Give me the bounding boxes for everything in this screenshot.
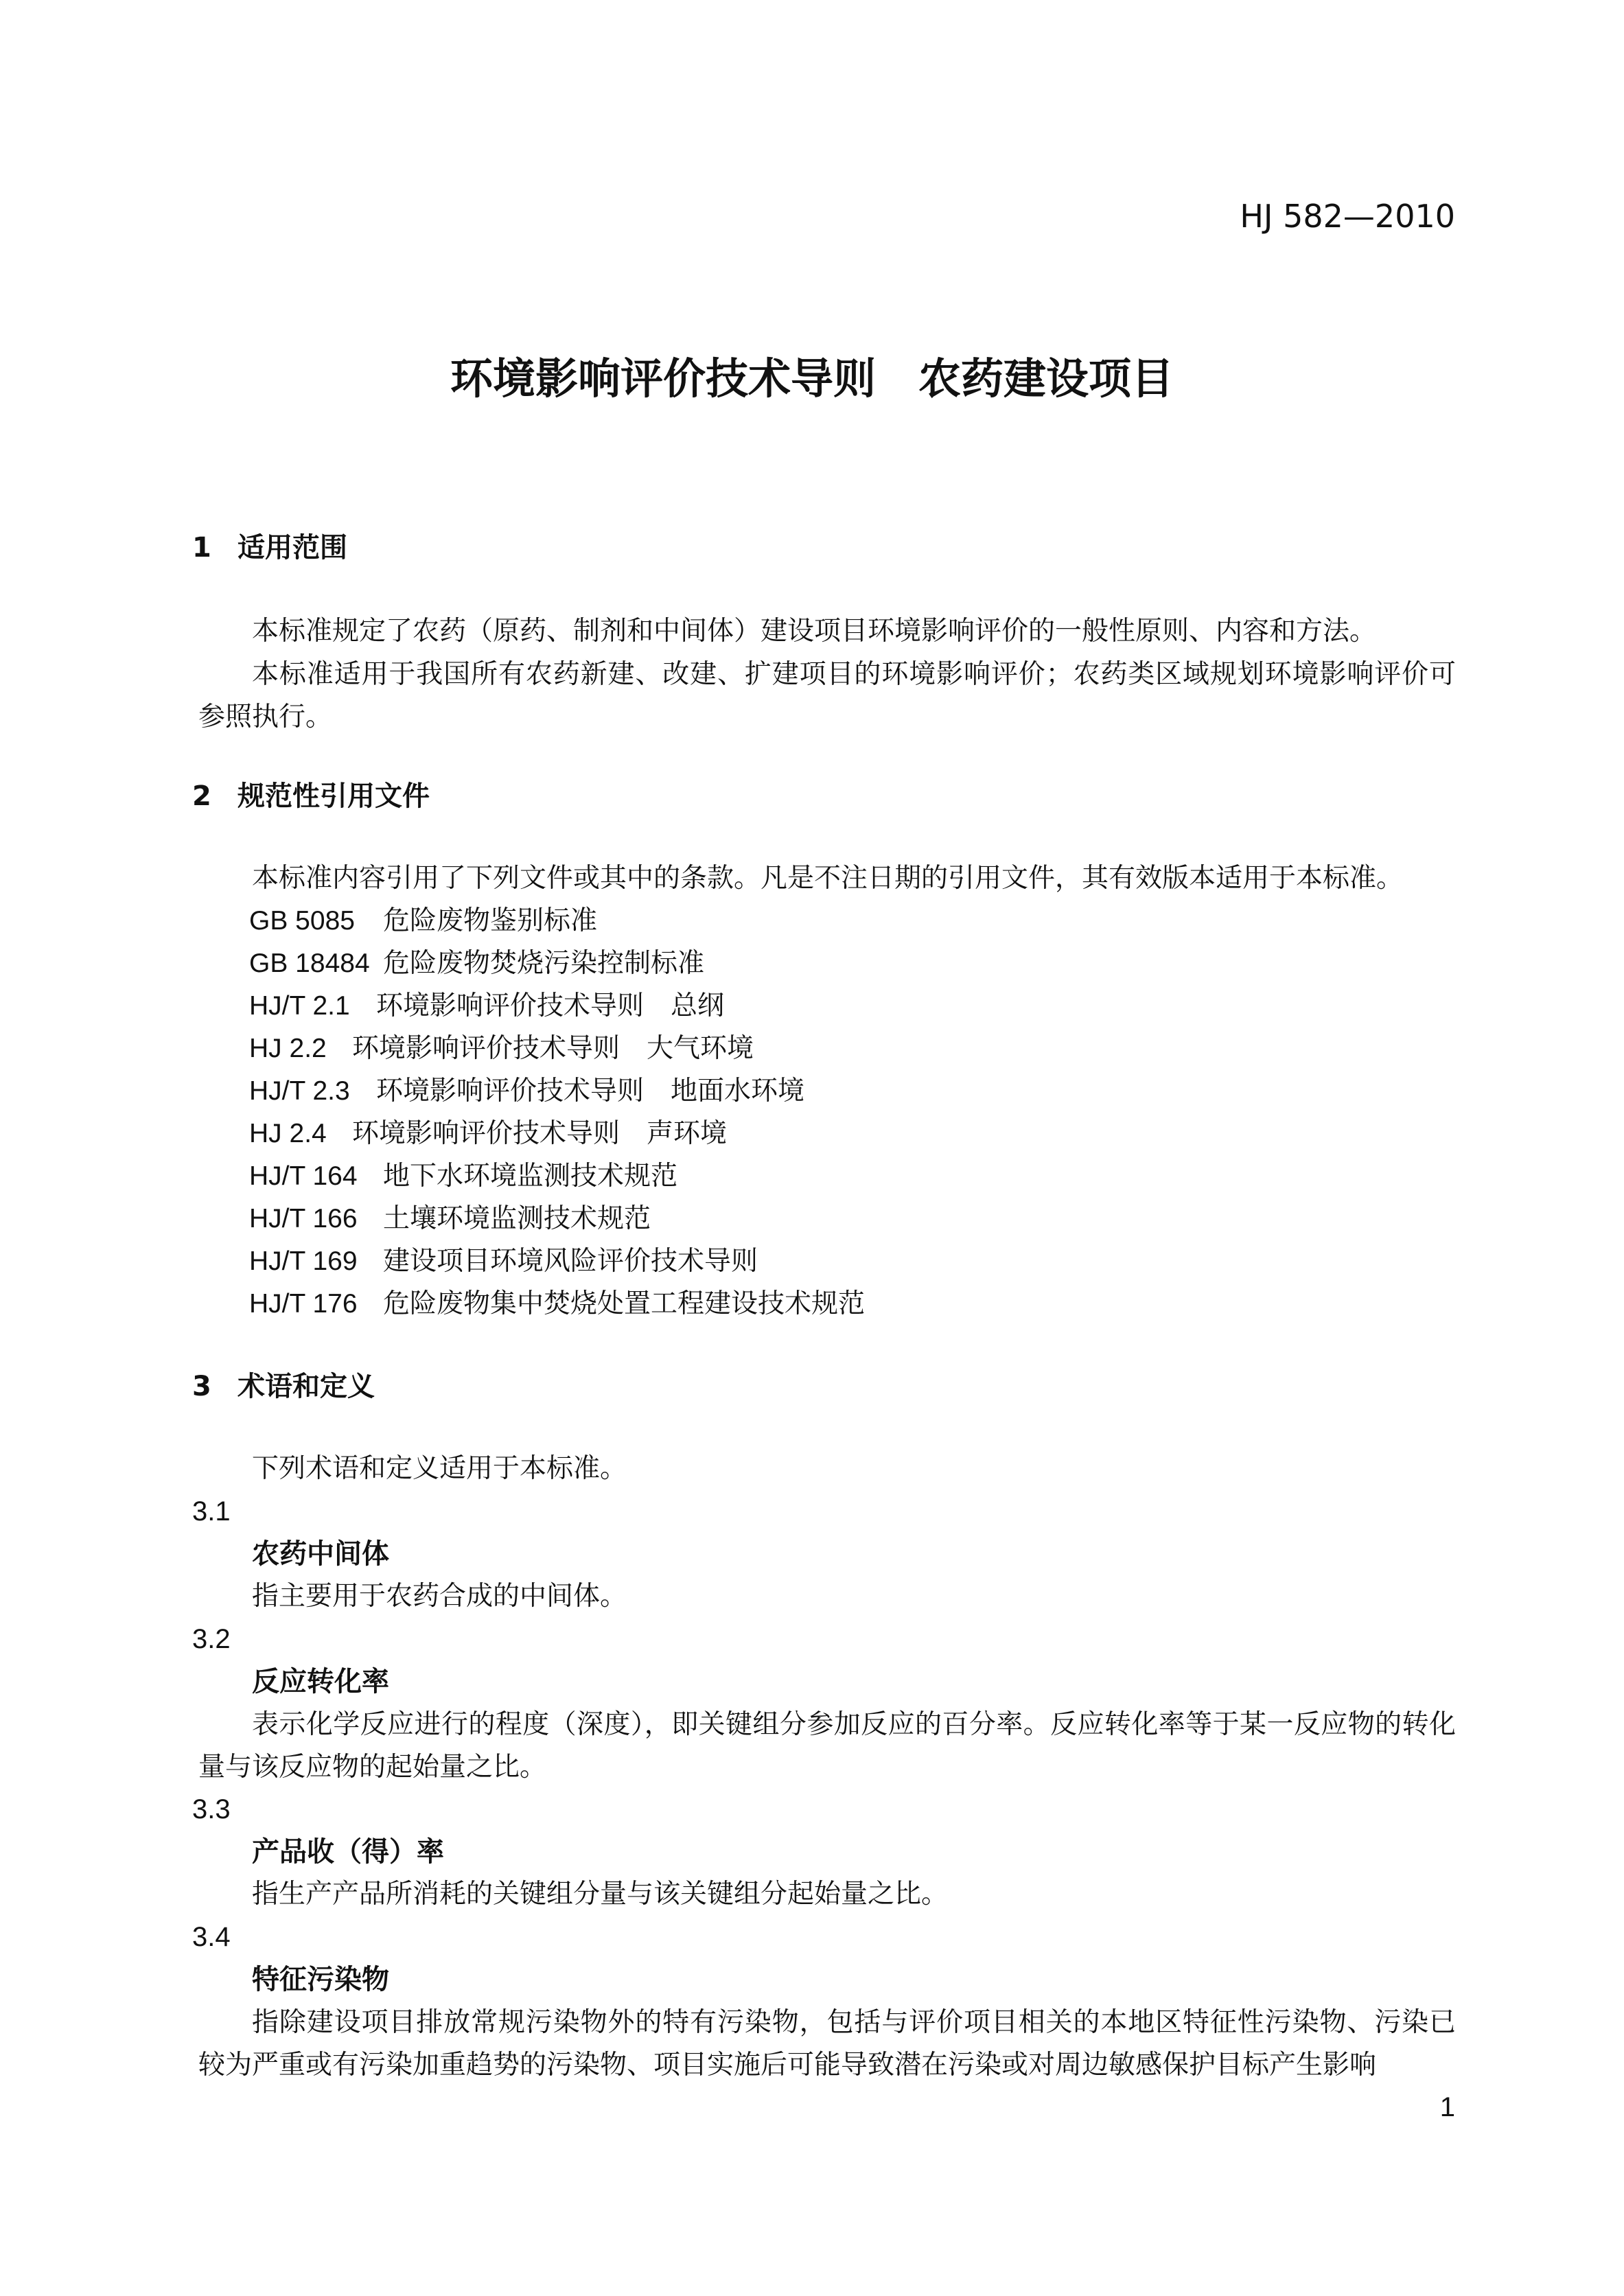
clause-number: 3.3 xyxy=(192,1794,231,1824)
reference-title: 地下水环境监测技术规范 xyxy=(383,1161,678,1192)
reference-code: HJ 2.4 xyxy=(249,1119,327,1148)
reference-item xyxy=(249,1113,727,1155)
page-number: 1 xyxy=(1439,2092,1455,2122)
reference-title: 环境影响评价技术导则 大气环境 xyxy=(352,1033,754,1064)
term-name: 反应转化率 xyxy=(252,1666,389,1697)
reference-title: 危险废物集中焚烧处置工程建设技术规范 xyxy=(383,1288,866,1319)
section-number: 1 xyxy=(192,532,211,564)
reference-title: 建设项目环境风险评价技术导则 xyxy=(383,1246,758,1277)
section-3-heading xyxy=(192,1366,375,1407)
reference-code: GB 18484 xyxy=(249,949,370,978)
term-name: 农药中间体 xyxy=(252,1538,389,1570)
reference-code: HJ/T 164 xyxy=(249,1161,358,1191)
section-2-heading xyxy=(192,776,430,817)
section-1-heading xyxy=(192,527,347,568)
reference-item xyxy=(249,1028,754,1069)
document-title: 环境影响评价技术导则 农药建设项目 xyxy=(450,353,1174,404)
reference-title: 危险废物焚烧污染控制标准 xyxy=(383,948,705,979)
reference-title: 环境影响评价技术导则 地面水环境 xyxy=(376,1076,805,1106)
reference-title: 环境影响评价技术导则 总纲 xyxy=(376,990,725,1021)
clause-number: 3.4 xyxy=(192,1922,231,1952)
section-number: 3 xyxy=(192,1371,211,1402)
standard-number: HJ 582—2010 xyxy=(1240,198,1455,235)
reference-item xyxy=(249,1241,758,1282)
reference-code: HJ/T 176 xyxy=(249,1289,358,1319)
term-definition: 指生产产品所消耗的关键组分量与该关键组分起始量之比。 xyxy=(252,1879,949,1910)
reference-title: 危险废物鉴别标准 xyxy=(383,905,598,936)
reference-code: HJ/T 2.1 xyxy=(249,991,350,1021)
section-number: 2 xyxy=(192,780,211,812)
terms-intro: 下列术语和定义适用于本标准。 xyxy=(252,1453,627,1484)
reference-code: GB 5085 xyxy=(249,906,355,936)
section-title: 规范性引用文件 xyxy=(237,780,430,812)
section-1-paragraph: 本标准适用于我国所有农药新建、改建、扩建项目的环境影响评价；农药类区域规划环境影响评价可参照执行。 xyxy=(198,659,1456,732)
references-intro: 本标准内容引用了下列文件或其中的条款。凡是不注日期的引用文件，其有效版本适用于本标准。 xyxy=(252,863,1404,894)
reference-code: HJ/T 169 xyxy=(249,1246,358,1276)
reference-item xyxy=(249,901,597,942)
section-title: 术语和定义 xyxy=(237,1371,375,1402)
term-definition: 指主要用于农药合成的中间体。 xyxy=(252,1581,627,1612)
clause-number: 3.1 xyxy=(192,1496,231,1527)
reference-title: 环境影响评价技术导则 声环境 xyxy=(352,1118,728,1149)
reference-title: 土壤环境监测技术规范 xyxy=(383,1203,651,1234)
clause-number: 3.2 xyxy=(192,1624,231,1654)
section-title: 适用范围 xyxy=(237,532,347,564)
reference-item xyxy=(249,1284,865,1325)
term-definition: 表示化学反应进行的程度（深度），即关键组分参加反应的百分率。反应转化率等于某一反应物的转化量与该反应物的起始量之比。 xyxy=(198,1709,1456,1783)
term-definition: 指除建设项目排放常规污染物外的特有污染物，包括与评价项目相关的本地区特征性污染物、污染已较为严重或有污染加重趋势的污染物、项目实施后可能导致潜在污染或对周边敏感保护目标产生影响 xyxy=(198,2007,1456,2080)
reference-code: HJ 2.2 xyxy=(249,1034,327,1063)
reference-item xyxy=(249,1156,677,1197)
reference-item xyxy=(249,943,704,984)
term-name: 产品收（得）率 xyxy=(252,1836,444,1868)
section-1-paragraph: 本标准规定了农药（原药、制剂和中间体）建设项目环境影响评价的一般性原则、内容和方法。 xyxy=(252,616,1377,647)
reference-item xyxy=(249,1071,804,1112)
reference-code: HJ/T 2.3 xyxy=(249,1076,350,1106)
reference-code: HJ/T 166 xyxy=(249,1204,358,1233)
reference-item xyxy=(249,1198,651,1240)
term-name: 特征污染物 xyxy=(252,1964,389,1995)
reference-item xyxy=(249,986,724,1027)
